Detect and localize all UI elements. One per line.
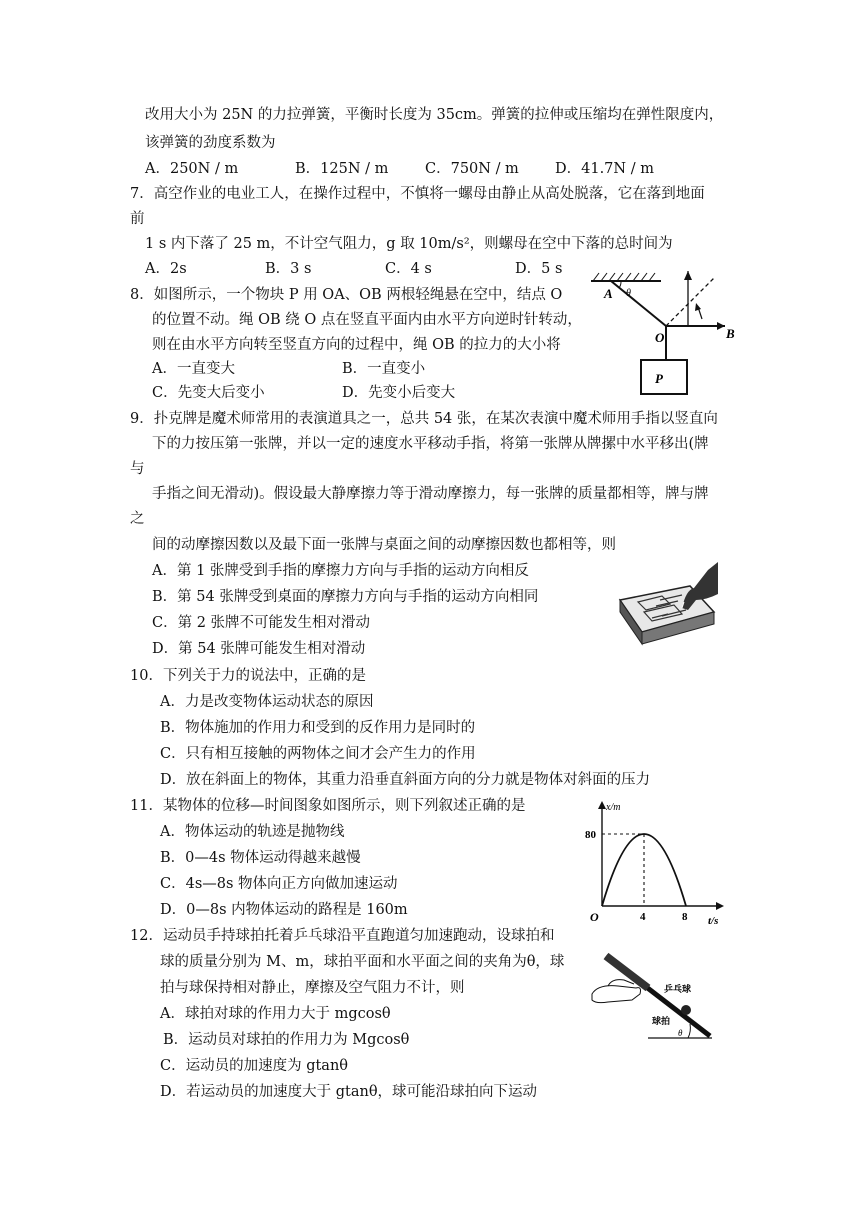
origin-label: O (590, 910, 599, 924)
label-a: A (604, 286, 613, 301)
q8-stem-line2: 的位置不动。绳 OB 绕 O 点在竖直平面内由水平方向逆时针转动， (152, 312, 582, 328)
q7-option-c: C．4 s (385, 261, 432, 277)
angle-theta-label: θ (678, 1028, 683, 1038)
q8-option-d: D．先变小后变大 (342, 385, 456, 401)
q7-stem-line1: 7．高空作业的电业工人，在操作过程中，不慎将一螺母由静止从高处脱落，它在落到地面 (130, 186, 705, 202)
q10-option-c: C．只有相互接触的两物体之间才会产生力的作用 (160, 746, 476, 762)
q12-stem-line1: 12．运动员手持球拍托着乒乓球沿平直跑道匀加速跑动，设球拍和 (130, 928, 555, 944)
q11-option-a: A．物体运动的轨迹是抛物线 (160, 824, 345, 840)
label-theta: θ (626, 288, 631, 299)
label-o: O (655, 330, 665, 345)
q6-option-d: D．41.7N / m (555, 161, 654, 177)
q12-racket-figure (588, 950, 718, 1050)
q9-stem-line3-wrap: 之 (130, 511, 145, 527)
q11-option-d: D．0—8s 内物体运动的路程是 160m (160, 902, 408, 918)
q10-option-b: B．物体施加的作用力和受到的反作用力是同时的 (160, 720, 476, 736)
q12-stem-line3: 拍与球保持相对静止，摩擦及空气阻力不计，则 (160, 980, 465, 996)
q11-stem: 11．某物体的位移—时间图象如图所示，则下列叙述正确的是 (130, 798, 526, 814)
ball-label: 乒乓球 (664, 984, 692, 994)
q9-option-c: C．第 2 张牌不可能发生相对滑动 (152, 615, 371, 631)
q9-stem-line1: 9．扑克牌是魔术师常用的表演道具之一，总共 54 张，在某次表演中魔术师用手指以竖直向 (130, 411, 718, 427)
label-b: B (726, 326, 735, 341)
q10-option-d: D．放在斜面上的物体，其重力沿垂直斜面方向的分力就是物体对斜面的压力 (160, 772, 651, 788)
q11-option-c: C．4s—8s 物体向正方向做加速运动 (160, 876, 398, 892)
q9-option-b: B．第 54 张牌受到桌面的摩擦力方向与手指的运动方向相同 (152, 589, 539, 605)
label-p: P (655, 371, 663, 386)
q6-option-c: C．750N / m (425, 161, 519, 177)
q6-continuation-line1: 改用大小为 25N 的力拉弹簧，平衡时长度为 35cm。弹簧的拉伸或压缩均在弹性限度内， (145, 107, 724, 123)
q8-stem-line3: 则在由水平方向转至竖直方向的过程中，绳 OB 的拉力的大小将 (152, 337, 561, 353)
racket-label: 球拍 (652, 1016, 671, 1026)
q7-option-b: B．3 s (265, 261, 312, 277)
q9-option-d: D．第 54 张牌可能发生相对滑动 (152, 641, 366, 657)
q7-option-d: D．5 s (515, 261, 563, 277)
q11-displacement-time-graph (585, 796, 728, 927)
q12-option-b: B．运动员对球拍的作用力为 Mgcosθ (163, 1032, 410, 1048)
q10-stem: 10．下列关于力的说法中，正确的是 (130, 668, 366, 684)
q12-option-c: C．运动员的加速度为 gtanθ (160, 1058, 349, 1074)
q8-stem-line1: 8．如图所示，一个物块 P 用 OA、OB 两根轻绳悬在空中，结点 O (130, 287, 563, 303)
q7-stem-line1-wrap: 前 (130, 211, 145, 227)
q12-option-a: A．球拍对球的作用力大于 mgcosθ (160, 1006, 391, 1022)
q9-stem-line2: 下的力按压第一张牌，并以一定的速度水平移动手指，将第一张牌从牌摞中水平移出(牌 (152, 436, 709, 452)
q8-option-a: A．一直变大 (152, 361, 235, 377)
q9-stem-line2-wrap: 与 (130, 461, 145, 477)
q6-continuation-line2: 该弹簧的劲度系数为 (145, 135, 276, 151)
q7-option-a: A．2s (145, 261, 187, 277)
q8-option-b: B．一直变小 (342, 361, 426, 377)
x-axis-label: t/s (708, 915, 719, 927)
q12-option-d: D．若运动员的加速度大于 gtanθ，球可能沿球拍向下运动 (160, 1084, 538, 1100)
q7-stem-line2: 1 s 内下落了 25 m，不计空气阻力，g 取 10m/s²，则螺母在空中下落的总时间为 (145, 236, 673, 252)
y-axis-label: x/m (606, 802, 621, 813)
q8-option-c: C．先变大后变小 (152, 385, 265, 401)
q9-stem-line3: 手指之间无滑动)。假设最大静摩擦力等于滑动摩擦力，每一张牌的质量都相等，牌与牌 (152, 486, 709, 502)
q8-rope-figure (585, 268, 745, 400)
x-tick-4: 4 (640, 911, 646, 923)
q9-option-a: A．第 1 张牌受到手指的摩擦力方向与手指的运动方向相反 (152, 563, 529, 579)
q12-stem-line2: 球的质量分别为 M、m，球拍平面和水平面之间的夹角为θ，球 (160, 954, 565, 970)
q6-option-b: B．125N / m (295, 161, 389, 177)
y-tick-80: 80 (585, 829, 596, 841)
q9-stem-line4: 间的动摩擦因数以及最下面一张牌与桌面之间的动摩擦因数也都相等，则 (152, 537, 616, 553)
x-tick-8: 8 (682, 911, 688, 923)
q6-option-a: A．250N / m (145, 161, 239, 177)
q11-option-b: B．0—4s 物体运动得越来越慢 (160, 850, 361, 866)
q10-option-a: A．力是改变物体运动状态的原因 (160, 694, 374, 710)
q9-card-deck-image (612, 560, 720, 646)
